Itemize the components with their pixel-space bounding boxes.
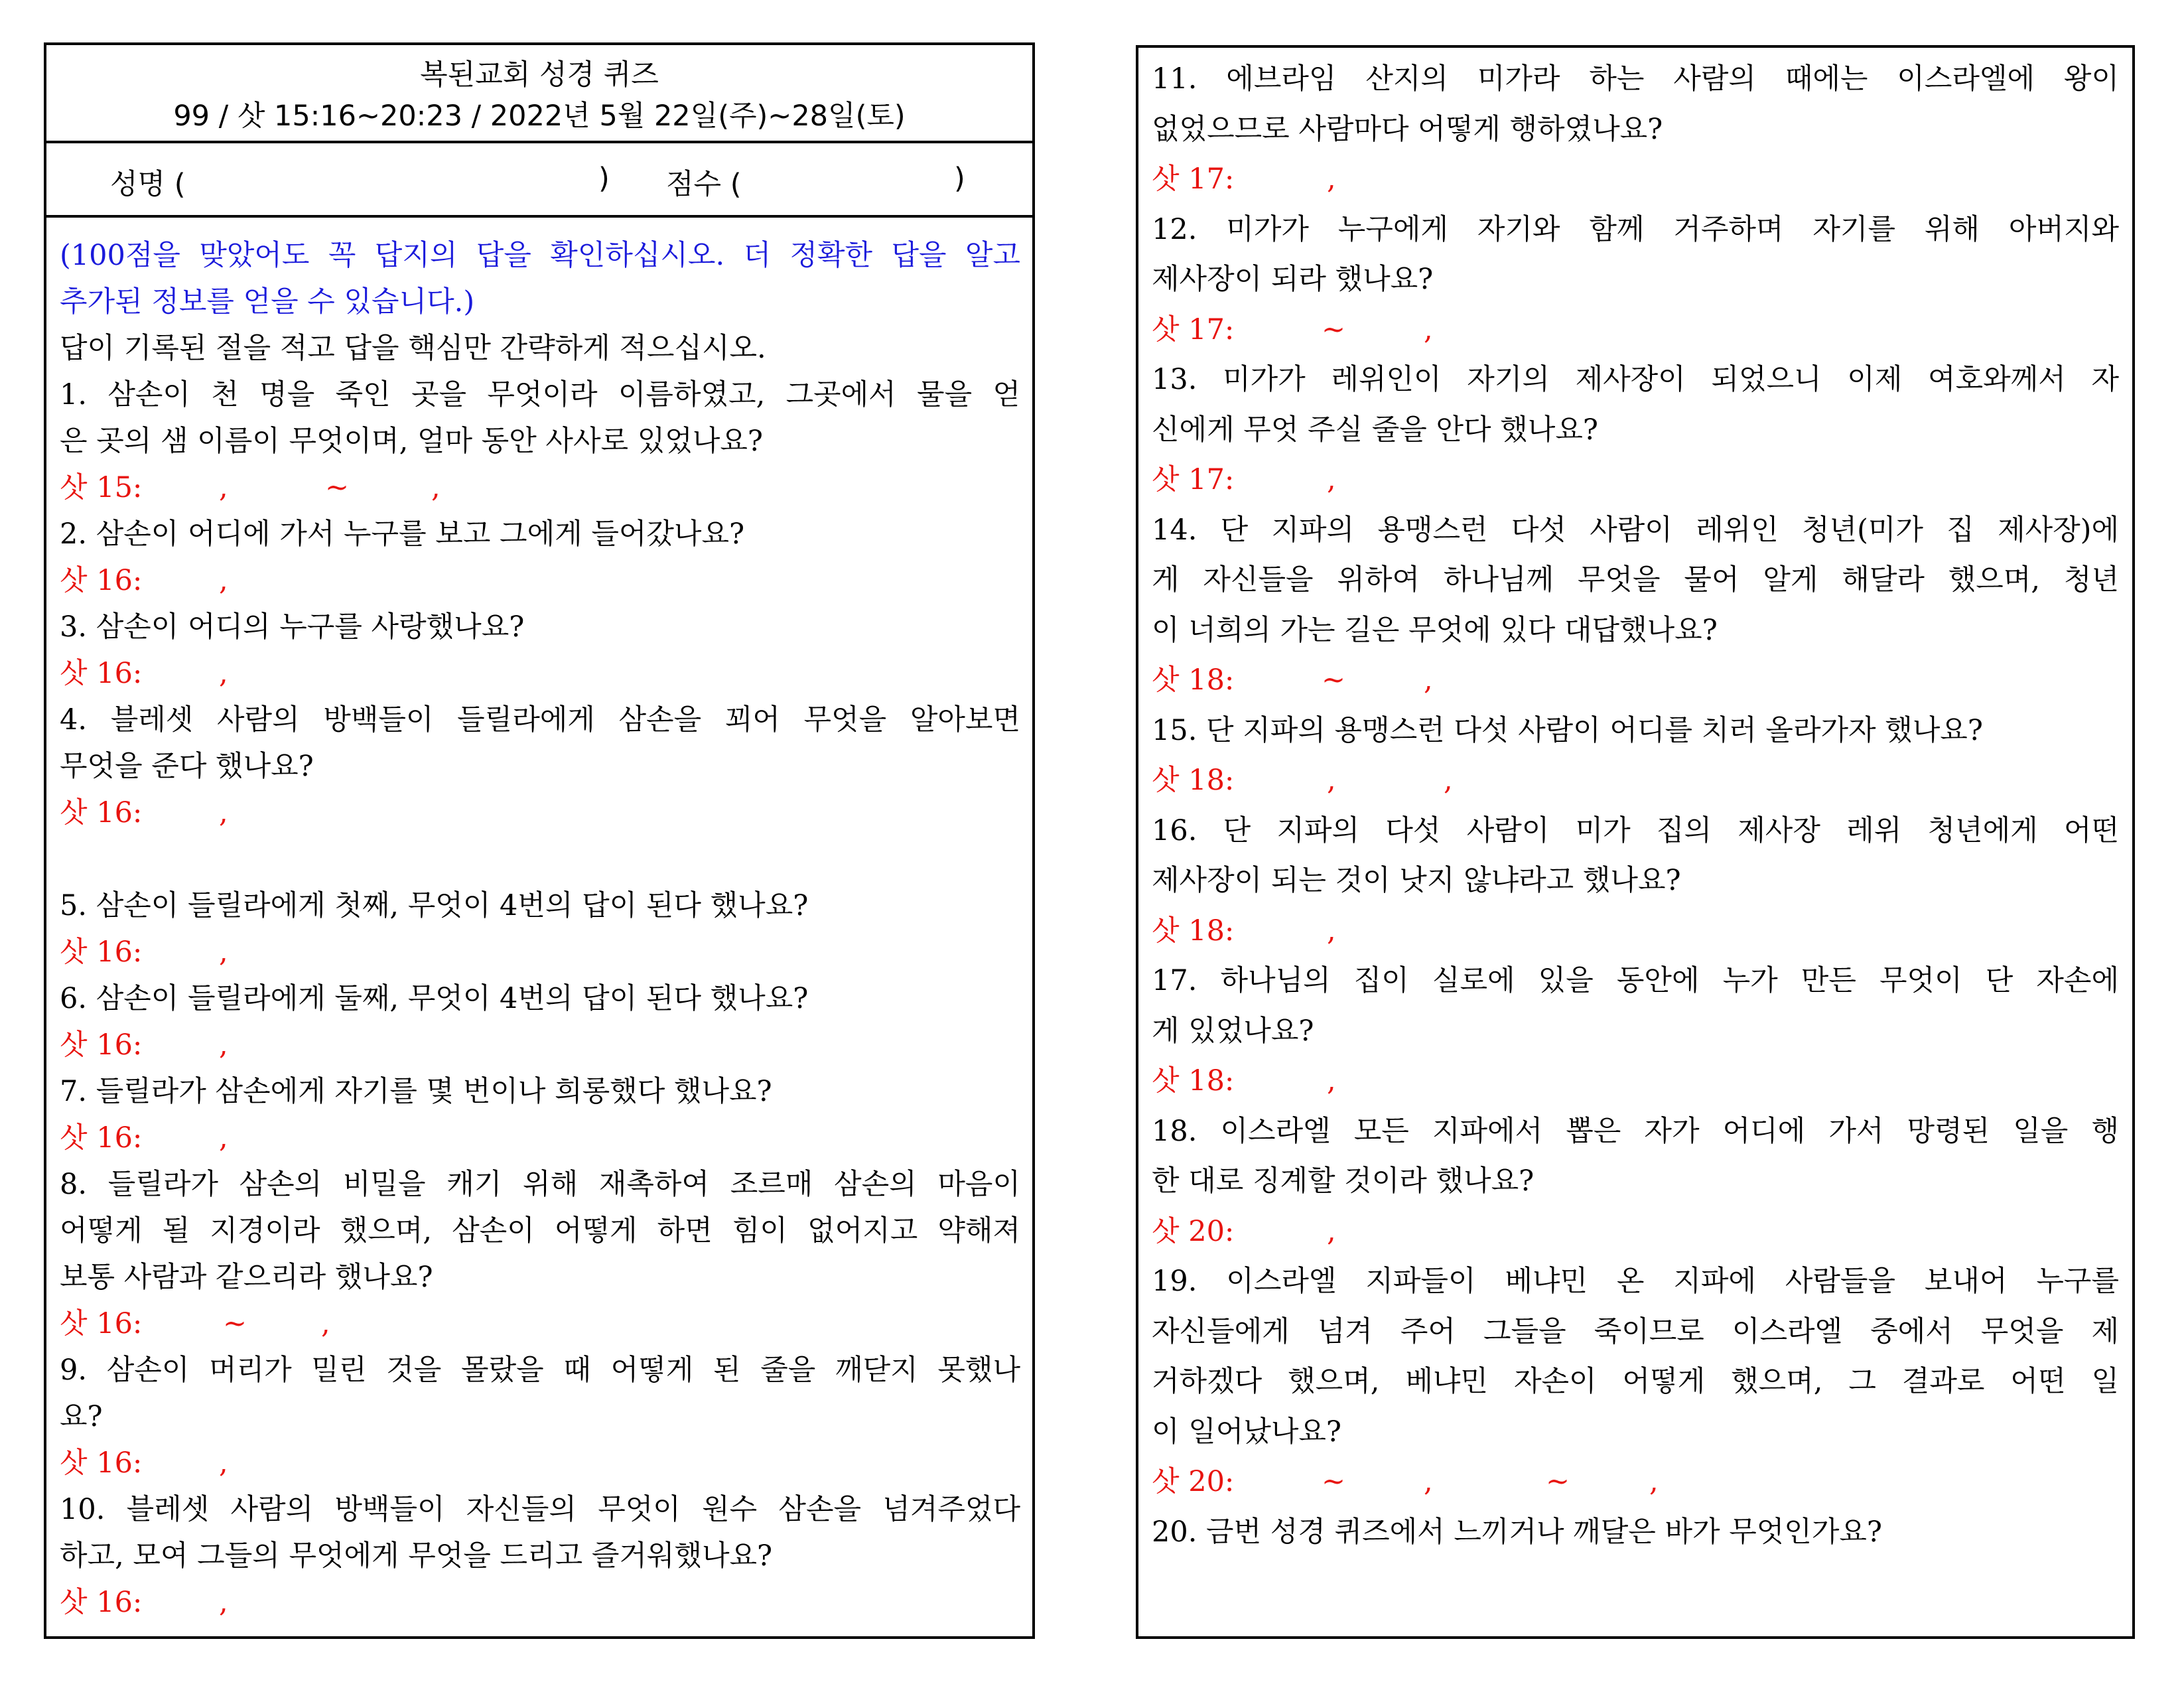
answer-line: 삿 18: ~ , xyxy=(1152,664,1433,697)
question-19: 19. 이스라엘 지파들이 베냐민 온 지파에 사람들을 보내어 누구를 자신들에게 넘겨 주어 그들을 죽이므로 이스라엘 중에서 무엇을 제 거하겠다 했으며, 베냐민 자손이 어떻게 했으며, 그 결과로 어떤 일 이 일어났나요? 삿 20: ~ , ~ , xyxy=(1152,1257,2119,1508)
note-line: (100점을 맞았어도 꼭 답지의 답을 확인하십시오. 더 정확한 답을 알고 xyxy=(60,239,1020,272)
left-questions xyxy=(46,218,1032,1626)
note-line: 추가된 정보를 얻을 수 있습니다.) xyxy=(60,285,475,318)
question-9: 9. 삼손이 머리가 밀린 것을 몰랐을 때 어떻게 된 줄을 깨닫지 못했나 요? 삿 16: , xyxy=(60,1347,1020,1486)
right-questions xyxy=(1138,48,2132,1557)
answer-line: 삿 16: , xyxy=(60,1028,228,1062)
question-16: 16. 단 지파의 다섯 사람이 미가 집의 제사장 레위 청년에게 어떤 제사장이 되는 것이 낫지 않냐라고 했나요? 삿 18: , xyxy=(1152,806,2119,957)
question-13: 13. 미가가 레위인이 자기의 제사장이 되었으니 이제 여호와께서 자 신에게 무엇 주실 줄을 안다 했나요? 삿 17: , xyxy=(1152,355,2119,506)
question-12: 12. 미가가 누구에게 자기와 함께 거주하며 자기를 위해 아버지와 제사장이 되라 했나요? 삿 17: ~ , xyxy=(1152,205,2119,356)
score-close: ) xyxy=(954,162,965,195)
question-14: 14. 단 지파의 용맹스런 다섯 사람이 레위인 청년(미가 집 제사장)에 게 자신들을 위하여 하나님께 무엇을 물어 알게 해달라 했으며, 청년 이 너희의 가는 길은 무엇에 있다 대답했나요? 삿 18: ~ , xyxy=(1152,506,2119,706)
left-page xyxy=(44,42,1035,1639)
answer-line: 삿 16: , xyxy=(60,657,228,690)
quiz-title: 복된교회 성경 퀴즈 xyxy=(420,58,659,92)
name-close: ) xyxy=(598,162,610,195)
answer-line: 삿 17: , xyxy=(1152,163,1336,196)
answer-line: 삿 16: , xyxy=(60,1586,228,1619)
right-page xyxy=(1136,45,2135,1639)
answer-line: 삿 17: , xyxy=(1152,463,1336,496)
question-6: 6. 삼손이 들릴라에게 둘째, 무엇이 4번의 답이 된다 했나요? 삿 16: , xyxy=(60,975,1020,1068)
question-1: 1. 삼손이 천 명을 죽인 곳을 무엇이라 이름하였고, 그곳에서 물을 얻 은 곳의 샘 이름이 무엇이며, 얼마 동안 사사로 있었나요? 삿 15: , ~ , xyxy=(60,372,1020,511)
answer-line: 삿 16: , xyxy=(60,796,228,829)
question-15: 15. 단 지파의 용맹스런 다섯 사람이 어디를 치러 올라가자 했나요? 삿 18: , , xyxy=(1152,706,2119,806)
question-18: 18. 이스라엘 모든 지파에서 뽑은 자가 어디에 가서 망령된 일을 행 한 대로 징계할 것이라 했나요? 삿 20: , xyxy=(1152,1107,2119,1257)
answer-line: 삿 17: ~ , xyxy=(1152,313,1433,346)
answer-line: 삿 18: , xyxy=(1152,1064,1336,1097)
question-5: 5. 삼손이 들릴라에게 첫째, 무엇이 4번의 답이 된다 했나요? 삿 16: , xyxy=(60,882,1020,975)
answer-line: 삿 20: , xyxy=(1152,1214,1336,1248)
answer-line: 삿 20: ~ , ~ , xyxy=(1152,1465,1659,1498)
answer-line: 삿 16: , xyxy=(60,564,228,597)
answer-line: 삿 18: , , xyxy=(1152,764,1453,797)
answer-line: 삿 16: , xyxy=(60,1121,228,1155)
question-11: 11. 에브라임 산지의 미가라 하는 사람의 때에는 이스라엘에 왕이 없었으므로 사람마다 어떻게 행하였나요? 삿 17: , xyxy=(1152,54,2119,205)
answer-line: 삿 15: , ~ , xyxy=(60,471,441,504)
question-4: 4. 블레셋 사람의 방백들이 들릴라에게 삼손을 꾀어 무엇을 알아보면 무엇을 준다 했나요? 삿 16: , xyxy=(60,697,1020,836)
answer-line: 삿 16: ~ , xyxy=(60,1307,330,1340)
question-20: 20. 금번 성경 퀴즈에서 느끼거나 깨달은 바가 무엇인가요? xyxy=(1152,1515,1882,1549)
question-7: 7. 들릴라가 삼손에게 자기를 몇 번이나 희롱했다 했나요? 삿 16: , xyxy=(60,1068,1020,1161)
score-label: 점수 ( xyxy=(666,168,742,201)
name-label: 성명 ( xyxy=(110,168,186,201)
quiz-subtitle: 99 / 삿 15:16~20:23 / 2022년 5월 22일(주)~28일(토) xyxy=(173,100,906,133)
question-10: 10. 블레셋 사람의 방백들이 자신들의 무엇이 원수 삼손을 넘겨주었다 하고, 모여 그들의 무엇에게 무엇을 드리고 즐거워했나요? 삿 16: , xyxy=(60,1486,1020,1626)
question-3: 3. 삼손이 어디의 누구를 사랑했나요? 삿 16: , xyxy=(60,604,1020,697)
answer-line: 삿 16: , xyxy=(60,1446,228,1480)
name-score-row xyxy=(46,143,1032,218)
question-2: 2. 삼손이 어디에 가서 누구를 보고 그에게 들어갔나요? 삿 16: , xyxy=(60,511,1020,604)
instruction: 답이 기록된 절을 적고 답을 핵심만 간략하게 적으십시오. xyxy=(60,332,766,365)
answer-line: 삿 16: , xyxy=(60,936,228,969)
question-8: 8. 들릴라가 삼손의 비밀을 캐기 위해 재촉하여 조르매 삼손의 마음이 어떻게 될 지경이라 했으며, 삼손이 어떻게 하면 힘이 없어지고 약해져 보통 사람과 같으리라 했나요? 삿 16: ~ , xyxy=(60,1161,1020,1347)
question-17: 17. 하나님의 집이 실로에 있을 동안에 누가 만든 무엇이 단 자손에 게 있었나요? 삿 18: , xyxy=(1152,956,2119,1107)
quiz-header xyxy=(46,45,1032,143)
answer-line: 삿 18: , xyxy=(1152,914,1336,948)
